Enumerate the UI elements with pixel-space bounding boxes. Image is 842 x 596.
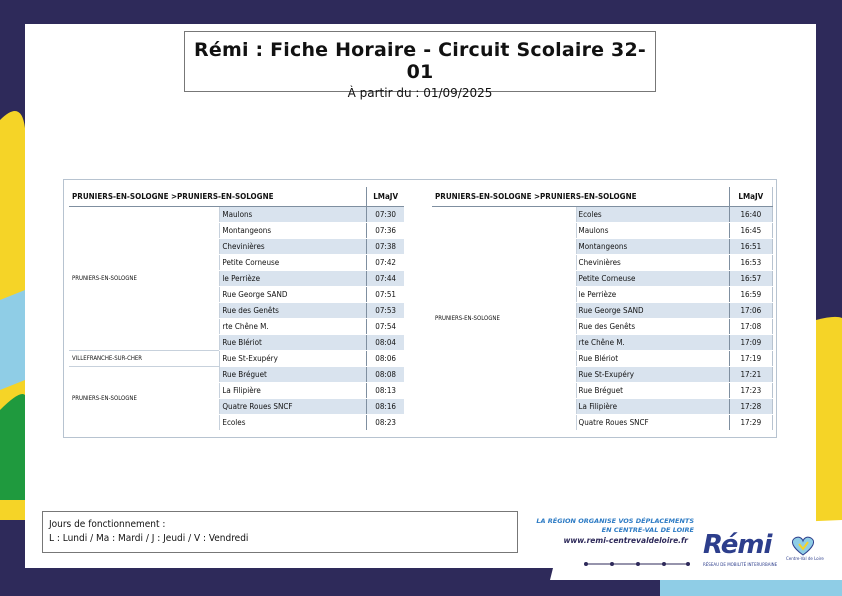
stop-name: Rue Bréguet <box>220 367 367 383</box>
stop-time: 07:51 <box>367 287 404 303</box>
table-row <box>69 367 404 383</box>
stop-time: 08:23 <box>367 415 404 431</box>
stop-name: Petite Corneuse <box>576 271 729 287</box>
region-heart-icon <box>790 535 816 557</box>
stop-name: Petite Corneuse <box>220 255 367 271</box>
stop-time: 07:36 <box>367 223 404 239</box>
stop-time: 17:21 <box>729 367 772 383</box>
stop-name: Rue George SAND <box>576 303 729 319</box>
remi-region-label: Centre-Val de Loire <box>786 556 824 561</box>
place-label: PRUNIERS-EN-SOLOGNE <box>435 315 500 323</box>
stop-time: 17:28 <box>729 399 772 415</box>
stop-name: Quatre Roues SNCF <box>220 399 367 415</box>
timetable-frame <box>63 179 777 438</box>
place-label: PRUNIERS-EN-SOLOGNE <box>72 275 137 282</box>
stop-time: 16:51 <box>729 239 772 255</box>
stop-time: 08:06 <box>367 351 404 367</box>
stop-name: La Filipière <box>576 399 729 415</box>
stop-time: 07:44 <box>367 271 404 287</box>
stop-name: Chevinières <box>576 255 729 271</box>
stop-time: 16:53 <box>729 255 772 271</box>
place-label: VILLEFRANCHE-SUR-CHER <box>69 351 220 367</box>
stop-time: 16:45 <box>729 223 772 239</box>
stop-name: Rue St-Exupéry <box>220 351 367 367</box>
region-tagline-line1: LA RÉGION ORGANISE VOS DÉPLACEMENTS <box>536 517 694 525</box>
page-title: Rémi : Fiche Horaire - Circuit Scolaire 32-01 <box>194 39 646 83</box>
days-header: LMaJV <box>729 187 772 207</box>
stop-time: 17:23 <box>729 383 772 399</box>
stop-time: 17:06 <box>729 303 772 319</box>
stop-time: 17:29 <box>729 415 772 431</box>
region-tagline <box>534 517 694 535</box>
stop-time: 17:19 <box>729 351 772 367</box>
operating-days-legend <box>42 511 518 553</box>
timetable-afternoon <box>432 187 773 431</box>
stop-name: La Filipière <box>220 383 367 399</box>
stop-time: 07:53 <box>367 303 404 319</box>
page-subtitle: À partir du : 01/09/2025 <box>347 86 493 100</box>
stop-name: Rue des Genêts <box>576 319 729 335</box>
table-header-row <box>432 187 773 207</box>
stop-name: Rue Bréguet <box>576 383 729 399</box>
stop-time: 16:57 <box>729 271 772 287</box>
stop-name: Rue Blériot <box>576 351 729 367</box>
stop-name: Rue Blériot <box>220 335 367 351</box>
stop-time: 16:40 <box>729 207 772 223</box>
stop-time: 08:16 <box>367 399 404 415</box>
remi-tagline: RÉSEAU DE MOBILITÉ INTERURBAINE <box>703 562 778 567</box>
stop-name: Maulons <box>576 223 729 239</box>
website-link[interactable]: www.remi-centrevaldeloire.fr <box>563 536 688 545</box>
stop-time: 07:30 <box>367 207 404 223</box>
header-box <box>184 31 656 100</box>
stop-name: Montangeons <box>576 239 729 255</box>
stop-time: 16:59 <box>729 287 772 303</box>
blue-shape-left <box>0 290 25 390</box>
stop-time: 07:38 <box>367 239 404 255</box>
table-header-row <box>69 187 404 207</box>
stop-name: Chevinières <box>220 239 367 255</box>
stop-time: 08:04 <box>367 335 404 351</box>
stop-name: Montangeons <box>220 223 367 239</box>
remi-logo: Rémi <box>703 530 772 560</box>
table-row <box>432 207 773 223</box>
direction-header: PRUNIERS-EN-SOLOGNE >PRUNIERS-EN-SOLOGNE <box>432 187 729 207</box>
stop-time: 17:09 <box>729 335 772 351</box>
place-label: PRUNIERS-EN-SOLOGNE <box>72 395 137 403</box>
stop-name: Ecoles <box>220 415 367 431</box>
table-row <box>69 207 404 223</box>
stop-name: Rue des Genêts <box>220 303 367 319</box>
stop-name: le Perrièze <box>220 271 367 287</box>
stop-time: 07:42 <box>367 255 404 271</box>
schedule-sheet <box>25 24 816 568</box>
route-dots-icon <box>582 560 692 568</box>
timetable-morning <box>69 187 404 431</box>
stop-name: Rue George SAND <box>220 287 367 303</box>
stop-time: 07:54 <box>367 319 404 335</box>
stop-time: 08:08 <box>367 367 404 383</box>
region-tagline-line2: EN CENTRE-VAL DE LOIRE <box>601 526 694 534</box>
stop-name: rte Chêne M. <box>220 319 367 335</box>
direction-header: PRUNIERS-EN-SOLOGNE >PRUNIERS-EN-SOLOGNE <box>69 187 367 207</box>
legend-days: L : Lundi / Ma : Mardi / J : Jeudi / V : Vendredi <box>49 533 249 544</box>
legend-title: Jours de fonctionnement : <box>49 519 166 530</box>
table-row <box>69 351 404 367</box>
stop-name: Rue St-Exupéry <box>576 367 729 383</box>
stop-name: le Perrièze <box>576 287 729 303</box>
stop-name: Ecoles <box>576 207 729 223</box>
stop-time: 08:13 <box>367 383 404 399</box>
days-header: LMaJV <box>367 187 404 207</box>
stop-name: rte Chêne M. <box>576 335 729 351</box>
green-shape-left <box>0 394 25 500</box>
stop-time: 17:08 <box>729 319 772 335</box>
stop-name: Maulons <box>220 207 367 223</box>
stop-name: Quatre Roues SNCF <box>576 415 729 431</box>
